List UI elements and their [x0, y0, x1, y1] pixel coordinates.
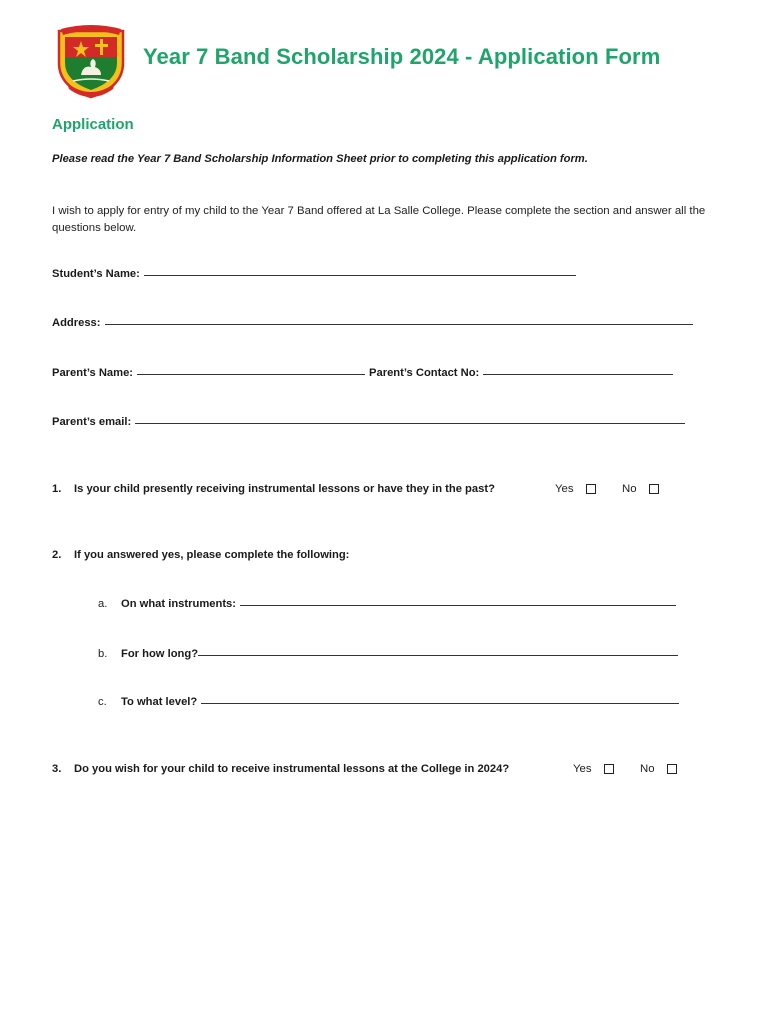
form-title: Year 7 Band Scholarship 2024 - Application Form [143, 44, 661, 69]
intro-paragraph: I wish to apply for entry of my child to the Year 7 Band offered at La Salle College. Please complete the section and answer all the questions below. [52, 205, 706, 234]
address-label: Address: [52, 317, 101, 329]
parent-name-contact-row [52, 367, 673, 379]
address-input-line[interactable] [105, 323, 693, 325]
question-3-no-label: No [640, 763, 655, 775]
question-1-number: 1. [52, 483, 62, 495]
question-1-yes-option[interactable] [555, 483, 596, 495]
question-3-text: Do you wish for your child to receive instrumental lessons at the College in 2024? [74, 763, 510, 775]
question-2 [52, 549, 349, 561]
parent-email-field [52, 416, 685, 428]
parent-email-label: Parent’s email: [52, 416, 132, 428]
student-name-field [52, 268, 576, 280]
question-2b-field [98, 648, 678, 660]
student-name-input-line[interactable] [144, 274, 576, 276]
question-2b-label: For how long? [121, 648, 199, 660]
question-3-number: 3. [52, 763, 62, 775]
question-1-no-label: No [622, 483, 637, 495]
question-3-no-option[interactable] [640, 763, 677, 775]
student-name-label: Student’s Name: [52, 268, 140, 280]
question-2a-label: On what instruments: [121, 598, 236, 610]
college-crest-logo [53, 23, 129, 99]
parent-name-label: Parent’s Name: [52, 367, 134, 379]
question-1-no-option[interactable] [622, 483, 659, 495]
question-2c-letter: c. [98, 696, 107, 708]
parent-contact-label: Parent’s Contact No: [369, 367, 480, 379]
question-1-yes-checkbox[interactable] [586, 484, 596, 494]
question-2c-label: To what level? [121, 696, 198, 708]
parent-name-input-line[interactable] [137, 373, 365, 375]
question-2c-field [98, 696, 679, 708]
duration-input-line[interactable] [198, 654, 678, 656]
question-2a-letter: a. [98, 598, 108, 610]
question-1-text: Is your child presently receiving instrumental lessons or have they in the past? [74, 483, 495, 495]
question-3-no-checkbox[interactable] [667, 764, 677, 774]
question-3-yes-checkbox[interactable] [604, 764, 614, 774]
parent-email-input-line[interactable] [135, 422, 685, 424]
section-heading: Application [52, 116, 134, 133]
question-2-text: If you answered yes, please complete the following: [74, 549, 350, 561]
parent-contact-input-line[interactable] [483, 373, 673, 375]
question-2a-field [98, 598, 676, 610]
address-field [52, 317, 693, 329]
instruction-notice: Please read the Year 7 Band Scholarship Information Sheet prior to completing this application form. [52, 153, 588, 165]
question-1-no-checkbox[interactable] [649, 484, 659, 494]
question-3 [52, 763, 509, 775]
question-3-yes-label: Yes [573, 763, 592, 775]
question-1-yes-label: Yes [555, 483, 574, 495]
question-3-yes-option[interactable] [573, 763, 614, 775]
level-input-line[interactable] [201, 702, 679, 704]
instruments-input-line[interactable] [240, 604, 676, 606]
question-2b-letter: b. [98, 648, 108, 660]
question-1 [52, 483, 495, 495]
question-2-number: 2. [52, 549, 62, 561]
